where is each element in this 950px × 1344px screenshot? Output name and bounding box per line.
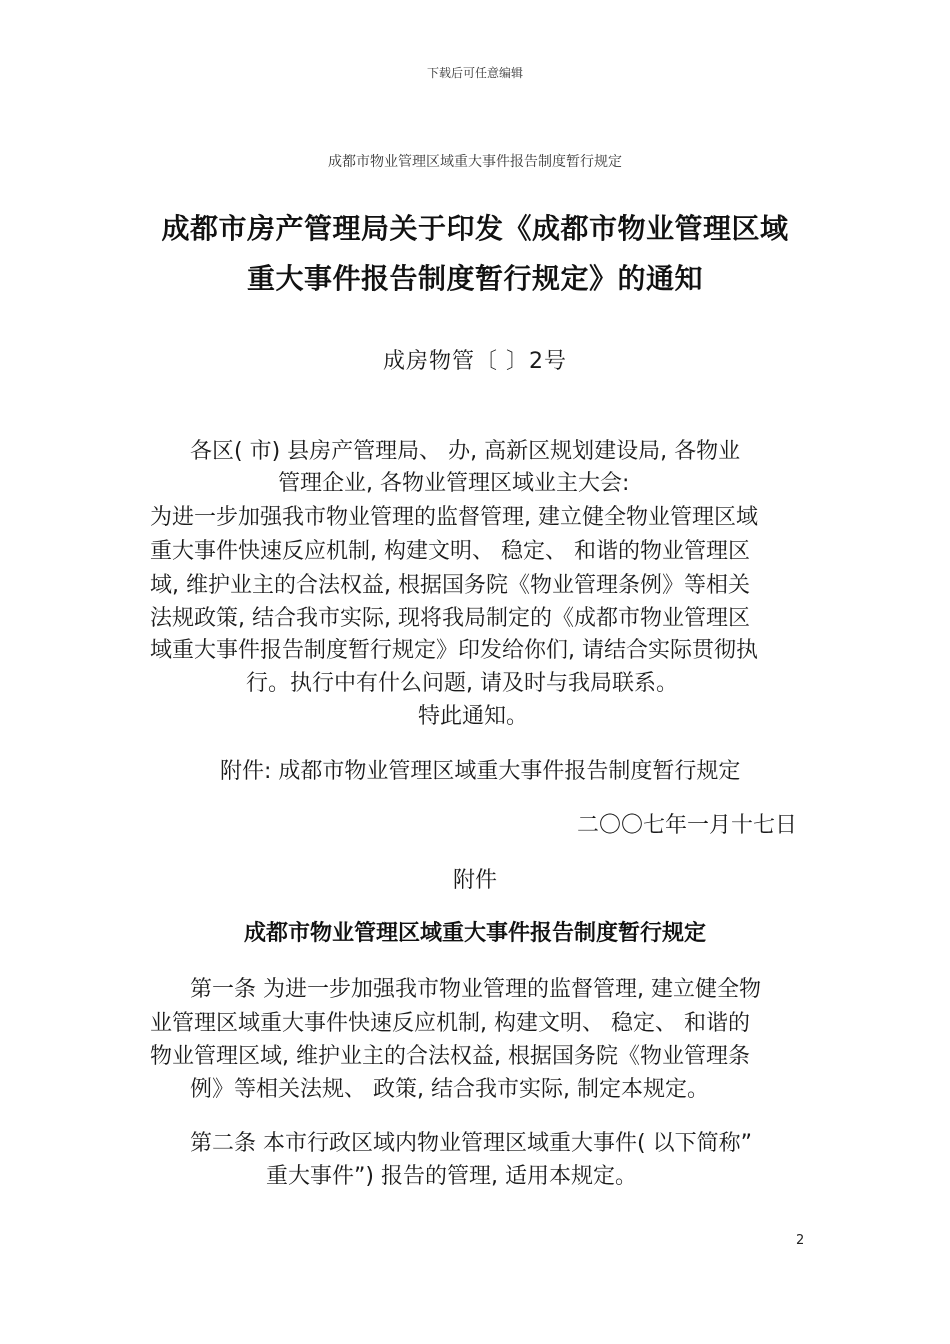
article1-line-1: 第一条 为进一步加强我市物业管理的监督管理, 建立健全物 [190,977,761,1002]
appendix-label: 附件 [452,868,497,893]
addressee-line-1: 各区( 市) 县房产管理局、 办, 高新区规划建设局, 各物业 [190,439,741,464]
notice-body-line-2: 重大事件快速反应机制, 构建文明、 稳定、 和谐的物业管理区 [150,539,750,564]
document-title-line-1: 成都市房产管理局关于印发《成都市物业管理区域 [161,212,789,245]
notice-body-line-5: 域重大事件报告制度暂行规定》印发给你们, 请结合实际贯彻执 [150,638,758,663]
closing-line: 特此通知。 [418,704,529,729]
article1-line-3: 物业管理区域, 维护业主的合法权益, 根据国务院《物业管理条 [150,1044,750,1069]
page-number: 2 [796,1233,805,1248]
addressee-line-2: 管理企业, 各物业管理区域业主大会: [278,471,630,496]
notice-body-line-6: 行。执行中有什么问题, 请及时与我局联系。 [246,671,678,696]
appendix-title: 成都市物业管理区域重大事件报告制度暂行规定 [243,921,706,946]
article1-line-2: 业管理区域重大事件快速反应机制, 构建文明、 稳定、 和谐的 [150,1011,750,1036]
notice-body-line-3: 域, 维护业主的合法权益, 根据国务院《物业管理条例》等相关 [150,573,750,598]
article1-line-4: 例》等相关法规、 政策, 结合我市实际, 制定本规定。 [190,1077,709,1102]
article2-line-1: 第二条 本市行政区域内物业管理区域重大事件( 以下简称” [190,1131,752,1156]
notice-date: 二〇〇七年一月十七日 [577,813,798,838]
document-title-line-2: 重大事件报告制度暂行规定》的通知 [246,262,703,295]
notice-body-line-4: 法规政策, 结合我市实际, 现将我局制定的《成都市物业管理区 [150,606,750,631]
notice-body-line-1: 为进一步加强我市物业管理的监督管理, 建立健全物业管理区域 [150,505,758,530]
attachment-line: 附件: 成都市物业管理区域重大事件报告制度暂行规定 [220,759,741,784]
running-header: 成都市物业管理区域重大事件报告制度暂行规定 [328,154,622,170]
document-number: 成房物管〔 〕2号 [383,349,567,374]
top-note: 下载后可任意编辑 [426,66,523,80]
article2-line-2: 重大事件”) 报告的管理, 适用本规定。 [266,1164,637,1189]
